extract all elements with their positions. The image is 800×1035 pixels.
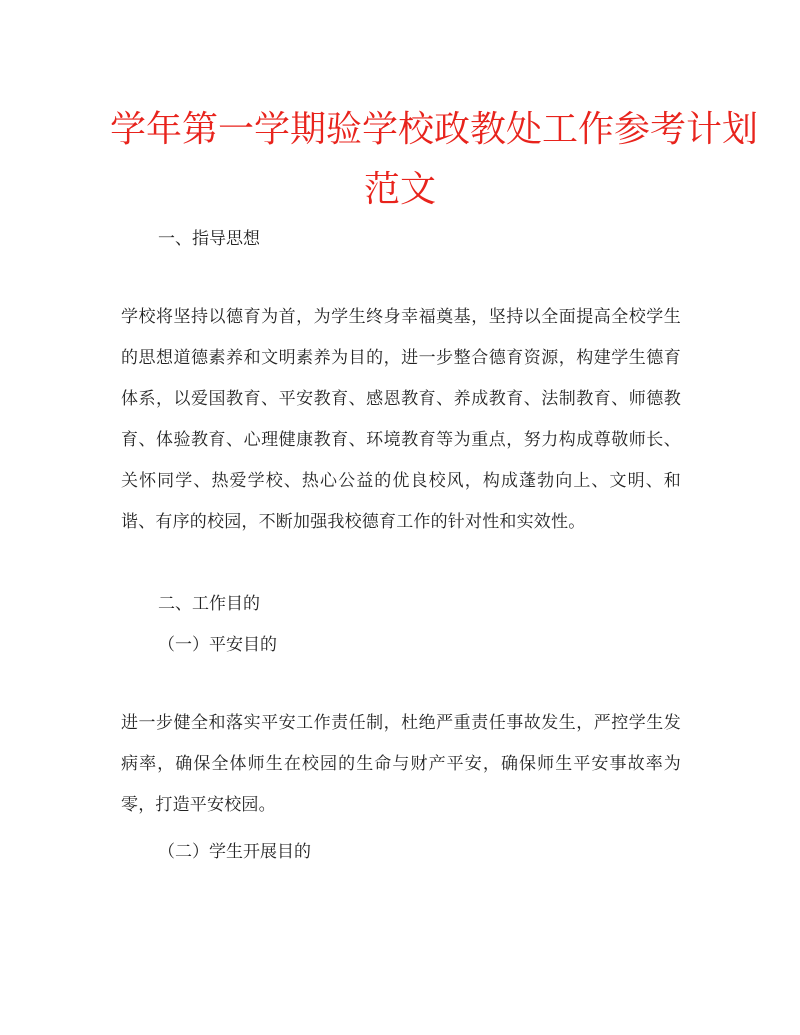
subsection-heading-safety: （一）平安目的 — [158, 635, 277, 655]
document-title-line-2: 范文 — [363, 169, 436, 210]
subsection-heading-student: （二）学生开展目的 — [158, 842, 311, 862]
document-title-line-1: 学年第一学期验学校政教处工作参考计划 — [110, 109, 759, 150]
paragraph-guiding: 学校将坚持以德育为首，为学生终身幸福奠基，坚持以全面提高全校学生的思想道德素养和文明素养为目的，进一步整合德育资源，构建学生德育体系，以爱国教育、平安教育、感恩教育、养成教育、法制教育、师德教育、体验教育、心理健康教育、环境教育等为重点，努力构成尊敬师长、关怀同学、热爱学校、热心公益的优良校风，构成蓬勃向上、文明、和谐、有序的校园，不断加强我校德育工作的针对性和实效性。 — [121, 307, 681, 532]
paragraph-safety: 进一步健全和落实平安工作责任制，杜绝严重责任事故发生，严控学生发病率，确保全体师生在校园的生命与财产平安，确保师生平安事故率为零，打造平安校园。 — [121, 713, 681, 815]
section-heading-guiding: 一、指导思想 — [158, 229, 260, 249]
section-heading-goals: 二、工作目的 — [158, 594, 260, 614]
